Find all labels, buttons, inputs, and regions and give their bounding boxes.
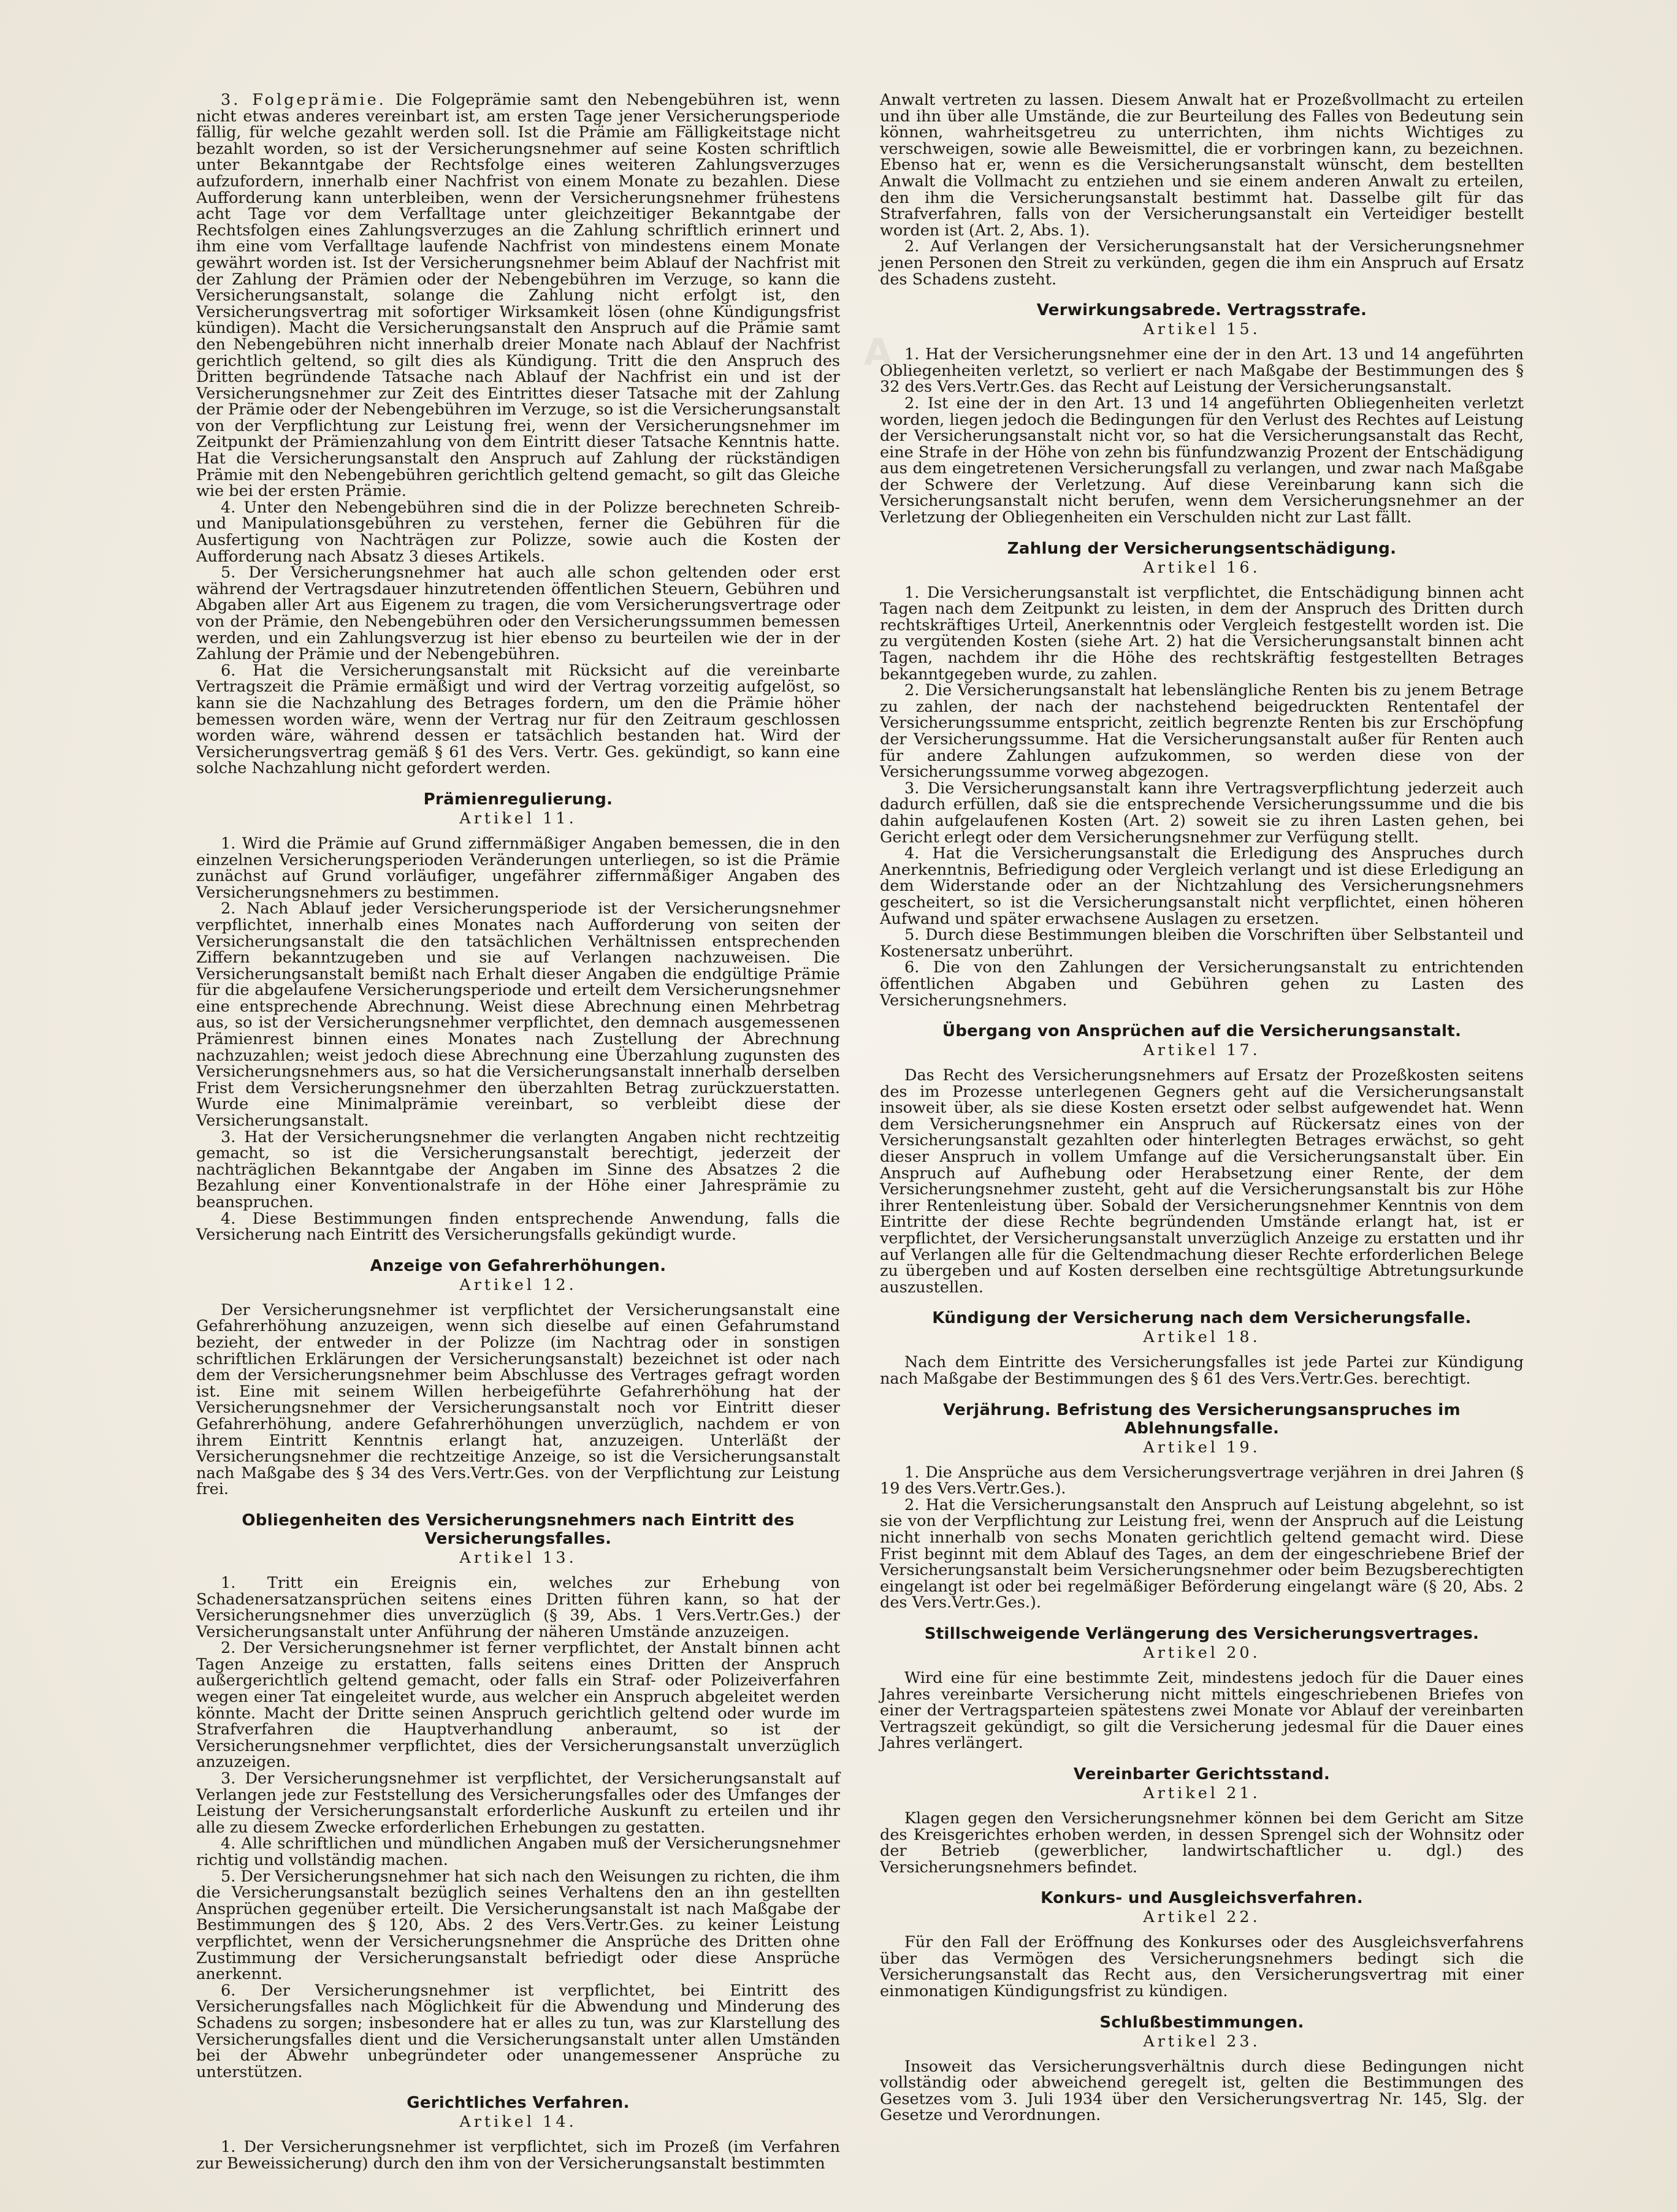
section-title: Konkurs- und Ausgleichsverfahren.: [1041, 1889, 1363, 1908]
paragraph: Für den Fall der Eröffnung des Konkurses oder des Ausgleichsverfahrens über das Vermögen des Versicherungsnehmers bedingt sich die Versicherungsanstalt das Recht aus, den Versicherungsvertrag mit einer einmonatigen Kündigungsfrist zu kündigen.: [880, 1933, 1524, 2001]
paragraph: Der Versicherungsnehmer ist verpflichtet der Versicherungsanstalt eine Gefahrerhöhung anzuzeigen, wenn sich dieselbe auf einen Gefahrumstand bezieht, der entweder in der Polizze (im Nachtrag oder in sonstigen schriftlichen Erklärungen der Versicherungsanstalt) bezeichnet ist oder nach dem der Versicherungsnehmer beim Abschlusse des Vertrages gefragt worden ist. Eine mit seinem Willen herbeigeführte Gefahrerhöhung hat der Versicherungsnehmer der Versicherungsanstalt noch vor Eintritt dieser Gefahrerhöhung, andere Gefahrerhöhungen unverzüglich, nachdem er von ihrem Eintritt Kenntnis erlangt hat, anzuzeigen. Unterläßt der Versicherungsnehmer die rechtzeitige Anzeige, so ist die Versicherungsanstalt nach Maßgabe des § 34 des Vers.Vertr.Ges. von der Verpflichtung zur Leistung frei.: [196, 1300, 840, 1499]
article-title: Artikel 17.: [1143, 1041, 1261, 1060]
paragraph: Insoweit das Versicherungsverhältnis durch diese Bedingungen nicht vollständig oder abweichend geregelt ist, gelten die Bestimmungen des Gesetzes vom 3. Juli 1934 über den Versicherungsvertrag Nr. 145, Slg. der Gesetze und Verordnungen.: [880, 2057, 1524, 2125]
article-title: Artikel 16.: [1143, 558, 1261, 577]
paragraph: 3. Der Versicherungsnehmer ist verpflichtet, der Versicherungsanstalt auf Verlangen jede zur Feststellung des Versicherungsfalles oder des Umfanges der Leistung der Versicherungsanstalt erforderliche Auskunft zu erteilen und ihr alle zu diesem Zwecke erforderlichen Erhebungen zu gestatten.: [196, 1769, 840, 1837]
paragraph: 4. Hat die Versicherungsanstalt die Erledigung des Anspruches durch Anerkenntnis, Befriedigung oder Vergleich verlangt und ist diese Erledigung an dem Widerstande oder an der Nichtzahlung des Versicherungsnehmers gescheitert, so ist die Versicherungsanstalt nicht verpflichtet, einen höheren Aufwand und später erwachsene Auslagen zu ersetzen.: [880, 844, 1524, 928]
section-title: Kündigung der Versicherung nach dem Versicherungsfalle.: [932, 1309, 1472, 1328]
paragraph: 2. Ist eine der in den Art. 13 und 14 angeführten Obliegenheiten verletzt worden, liegen jedoch die Bedingungen für den Verlust des Rechtes auf Leistung der Versicherungsanstalt nicht vor, so hat die Versicherungsanstalt das Recht, eine Strafe in der Höhe von zehn bis fünfundzwanzig Prozent der Entschädigung aus dem eingetretenen Versicherungsfall zu verlangen, und zwar nach Maßgabe der Schwere der Verletzung. Auf diese Vereinbarung kann sich die Versicherungsanstalt nicht berufen, wenn dem Versicherungsnehmer an der Verletzung der Obliegenheiten ein Verschulden nicht zur Last fällt.: [880, 394, 1524, 527]
paragraph: 2. Hat die Versicherungsanstalt den Anspruch auf Leistung abgelehnt, so ist sie von der Verpflichtung zur Leistung frei, wenn der Anspruch auf die Leistung nicht innerhalb von sechs Monaten gerichtlich geltend gemacht wird. Diese Frist beginnt mit dem Ablauf des Tages, an dem der eingeschriebene Brief der Versicherungsanstalt beim Versicherungsnehmer oder beim Bezugsberechtigten eingelangt ist oder bei regelmäßiger Beförderung eingelangt wäre (§ 20, Abs. 2 des Vers.Vertr.Ges.).: [880, 1495, 1524, 1612]
section-title: Stillschweigende Verlängerung des Versicherungsvertrages.: [924, 1624, 1480, 1643]
section-title: Zahlung der Versicherungsentschädigung.: [1007, 539, 1397, 558]
paragraph: 1. Tritt ein Ereignis ein, welches zur Erhebung von Schadenersatzansprüchen seitens eines Dritten führen kann, so hat der Versicherungsnehmer dies unverzüglich (§ 39, Abs. 1 Vers.Vertr.Ges.) der Versicherungsanstalt unter Anführung der näheren Umstände anzuzeigen.: [196, 1573, 840, 1641]
paragraph: 1. Wird die Prämie auf Grund ziffernmäßiger Angaben bemessen, die in den einzelnen Versicherungsperioden Veränderungen unterliegen, so ist die Prämie zunächst auf Grund vorläufiger, ungefährer ziffernmäßiger Angaben des Versicherungsnehmers zu bestimmen.: [196, 834, 840, 902]
paragraph: Nach dem Eintritte des Versicherungsfalles ist jede Partei zur Kündigung nach Maßgabe der Bestimmungen des § 61 des Vers.Vertr.Ges. berechtigt.: [880, 1353, 1524, 1388]
section-title: Prämienregulierung.: [423, 790, 613, 809]
article-title: Artikel 11.: [459, 809, 577, 828]
section-title: Anzeige von Gefahrerhöhungen.: [370, 1256, 667, 1275]
article-title: Artikel 19.: [1143, 1438, 1261, 1457]
paragraph: Das Recht des Versicherungsnehmers auf Ersatz der Prozeßkosten seitens des im Prozesse unterlegenen Gegners geht auf die Versicherungsanstalt insoweit über, als sie diese Kosten ersetzt oder selbst aufgewendet hat. Wenn dem Versicherungsnehmer ein Anspruch auf Rückersatz eines von der Versicherungsanstalt gezahlten oder hinterlegten Betrages erwächst, so geht dieser Anspruch in vollem Umfange auf die Versicherungsanstalt über. Ein Anspruch auf Aufhebung oder Herabsetzung einer Rente, der dem Versicherungsnehmer zusteht, geht auf die Versicherungsanstalt bis zur Höhe ihrer Rentenleistung über. Sobald der Versicherungsnehmer Kenntnis von dem Eintritte der diese Rechte begründenden Umstände erlangt hat, ist er verpflichtet, der Versicherungsanstalt unverzüglich Anzeige zu erstatten und ihr auf Verlangen alle für die Geltendmachung dieser Rechte erforderlichen Belege zu übergeben und auf Kosten derselben eine rechtsgültige Abtretungsurkunde auszustellen.: [880, 1066, 1524, 1297]
paragraph: 2. Der Versicherungsnehmer ist ferner verpflichtet, der Anstalt binnen acht Tagen Anzeige zu erstatten, falls seitens eines Dritten der Anspruch außergerichtlich geltend gemacht, oder falls ein Straf- oder Polizeiverfahren wegen einer Tat eingeleitet wurde, aus welcher ein Anspruch abgeleitet werden könnte. Macht der Dritte seinen Anspruch gerichtlich geltend oder wurde im Strafverfahren die Hauptverhandlung anberaumt, so ist der Versicherungsnehmer verpflichtet, dies der Versicherungsanstalt unverzüglich anzuzeigen.: [196, 1639, 840, 1772]
left-column: [196, 92, 840, 2172]
section-title: Übergang von Ansprüchen auf die Versicherungsanstalt.: [942, 1022, 1462, 1041]
paragraph: Klagen gegen den Versicherungsnehmer können bei dem Gericht am Sitze des Kreisgerichtes erhoben werden, in dessen Sprengel sich der Wohnsitz oder der Betrieb (gewerblicher, landwirtschaftlicher u. dgl.) des Versicherungsnehmers befindet.: [880, 1809, 1524, 1877]
paragraph: 5. Der Versicherungsnehmer hat auch alle schon geltenden oder erst während der Vertragsdauer hinzutretenden öffentlichen Steuern, Gebühren und Abgaben aller Art aus Eigenem zu tragen, die vom Versicherungsvertrage oder von der Prämie, den Nebengebühren oder den Versicherungssummen bemessen werden, und ein Zahlungsverzug ist hier ebenso zu beurteilen wie der in der Zahlung der Prämie und der Nebengebühren.: [196, 563, 840, 664]
paragraph: 5. Durch diese Bestimmungen bleiben die Vorschriften über Selbstanteil und Kostenersatz unberührt.: [880, 926, 1524, 961]
paragraph: 4. Alle schriftlichen und mündlichen Angaben muß der Versicherungsnehmer richtig und vollständig machen.: [196, 1834, 840, 1869]
article-title: Artikel 22.: [1143, 1908, 1261, 1927]
paragraph: 4. Unter den Nebengebühren sind die in der Polizze berechneten Schreib- und Manipulationsgebühren zu verstehen, ferner die Gebühren für die Ausfertigung von Nachträgen zur Polizze, sowie auch die Kosten der Aufforderung nach Absatz 3 dieses Artikels.: [196, 498, 840, 566]
paragraph: 2. Die Versicherungsanstalt hat lebenslängliche Renten bis zu jenem Betrage zu zahlen, der nach der nachstehend beigedruckten Rententafel der Versicherungssumme entspricht, zeitlich begrenzte Renten bis zur Erschöpfung der Versicherungssumme. Hat die Versicherungsanstalt außer für Renten auch für andere Zahlungen aufzukommen, so werden diese von der Versicherungssumme vorweg abgezogen.: [880, 681, 1524, 782]
paragraph: 1. Der Versicherungsnehmer ist verpflichtet, sich im Prozeß (im Verfahren zur Beweissicherung) durch den ihm von der Versicherungsanstalt bestimmten: [196, 2138, 840, 2173]
section-title: Gerichtliches Verfahren.: [407, 2094, 630, 2113]
section-title: Schlußbestimmungen.: [1099, 2013, 1304, 2032]
show-through-print: A: [862, 331, 892, 374]
article-title: Artikel 18.: [1143, 1328, 1261, 1347]
paragraph: 2. Auf Verlangen der Versicherungsanstalt hat der Versicherungsnehmer jenen Personen den Streit zu verkünden, gegen die ihm ein Anspruch auf Ersatz des Schadens zusteht.: [880, 237, 1524, 289]
section-title: Vereinbarter Gerichtsstand.: [1073, 1764, 1331, 1783]
paragraph: 5. Der Versicherungsnehmer hat sich nach den Weisungen zu richten, die ihm die Versicherungsanstalt bezüglich seines Verhaltens den an ihn gestellten Ansprüchen gegenüber erteilt. Die Versicherungsanstalt ist nach Maßgabe der Bestimmungen des § 120, Abs. 2 des Vers.Vertr.Ges. zu keiner Leistung verpflichtet, wenn der Versicherungsnehmer die Ansprüche des Dritten ohne Zustimmung der Versicherungsanstalt befriedigt oder diese Ansprüche anerkennt.: [196, 1867, 840, 1984]
paragraph: 1. Die Ansprüche aus dem Versicherungsvertrage verjähren in drei Jahren (§ 19 des Vers.Vertr.Ges.).: [880, 1463, 1524, 1498]
section-title: Obliegenheiten des Versicherungsnehmers nach Eintritt des Versicherungsfalles.: [242, 1511, 795, 1548]
paragraph: Wird eine für eine bestimmte Zeit, mindestens jedoch für die Dauer eines Jahres vereinbarte Versicherung nicht mittels eingeschriebenen Briefes von einer der Vertragsparteien spätestens zwei Monate vor Ablauf der vereinbarten Vertragszeit gekündigt, so gilt die Versicherung jedesmal für die Dauer eines Jahres verlängert.: [880, 1668, 1524, 1753]
article-title: Artikel 15.: [1143, 320, 1261, 339]
paragraph-continued: Anwalt vertreten zu lassen. Diesem Anwalt hat er Prozeßvollmacht zu erteilen und ihn über alle Umstände, die zur Beurteilung des Falles von Bedeutung sein können, wahrheitsgetreu zu unterrichten, ihm nichts Wichtiges zu verschweigen, sowie alle Beweismittel, die er vorbringen kann, zu bezeichnen. Ebenso hat er, wenn es die Versicherungsanstalt wünscht, dem bestellten Anwalt die Vollmacht zu entziehen und sie einem anderen Anwalt zu erteilen, den ihm die Versicherungsanstalt bestimmt hat. Dasselbe gilt für das Strafverfahren, falls von der Versicherungsanstalt ein Verteidiger bestellt worden ist (Art. 2, Abs. 1).: [880, 91, 1524, 240]
article-title: Artikel 23.: [1143, 2032, 1261, 2051]
paragraph: 1. Die Versicherungsanstalt ist verpflichtet, die Entschädigung binnen acht Tagen nach dem Zeitpunkt zu leisten, in dem der Anspruch des Dritten durch rechtskräftiges Urteil, Anerkenntnis oder Vergleich festgestellt worden ist. Die zu vergütenden Kosten (siehe Art. 2) hat die Versicherungsanstalt binnen acht Tagen, nachdem ihr die Höhe des rechtskräftig festgestellten Betrages bekanntgegeben wurde, zu zahlen.: [880, 583, 1524, 684]
article-title: Artikel 20.: [1143, 1643, 1261, 1662]
section-title: Verjährung. Befristung des Versicherungsanspruches im Ablehnungsfalle.: [943, 1400, 1461, 1438]
article-title: Artikel 21.: [1143, 1783, 1261, 1802]
paragraph-text: Die Folgeprämie samt den Nebengebühren ist, wenn nicht etwas anderes vereinbart ist, am ersten Tage jener Versicherungsperiode fällig, für welche gezahlt werden soll. Ist die Prämie am Fälligkeitstage nicht bezahlt worden, so ist der Versicherungsnehmer auf seine Kosten schriftlich unter Bekanntgabe der Rechtsfolge eines weiteren Zahlungsverzuges aufzufordern, innerhalb einer Nachfrist von einem Monate zu bezahlen. Diese Aufforderung kann unterbleiben, wenn der Versicherungsnehmer frühestens acht Tage vor dem Verfalltage unter gleichzeitiger Bekanntgabe der Rechtsfolgen eines Zahlungsverzuges an die Zahlung schriftlich erinnert und ihm eine vom Verfalltage laufende Nachfrist von mindestens einem Monate gewährt worden ist. Ist der Versicherungsnehmer beim Ablauf der Nachfrist mit der Zahlung der Prämien oder der Nebengebühren im Verzuge, so kann die Versicherungsanstalt, solange die Zahlung nicht erfolgt ist, den Versicherungsvertrag mit sofortiger Wirksamkeit lösen (ohne Kündigungsfrist kündigen). Macht die Versicherungsanstalt den Anspruch auf die Prämie samt den Nebengebühren nicht innerhalb dreier Monate nach Ablauf der Nachfrist gerichtlich geltend, so gilt dies als Kündigung. Tritt die den Anspruch des Dritten begründende Tatsache nach Ablauf der Nachfrist ein und ist der Versicherungsnehmer zur Zeit des Eintrittes dieser Tatsache mit der Zahlung der Prämie oder der Nebengebühren im Verzuge, so ist die Versicherungsanstalt von der Verpflichtung zur Leistung frei, wenn der Versicherungsnehmer im Zeitpunkt der Prämienzahlung von dem Eintritt dieser Tatsache Kenntnis hatte. Hat die Versicherungsanstalt den Anspruch auf Zahlung der rückständigen Prämie mit den Nebengebühren gerichtlich geltend gemacht, so gilt das Gleiche wie bei der ersten Prämie.: [196, 91, 840, 501]
paragraph: 4. Diese Bestimmungen finden entsprechende Anwendung, falls die Versicherung nach Eintritt des Versicherungsfalls gekündigt wurde.: [196, 1209, 840, 1245]
right-column: [880, 92, 1524, 2124]
paragraph: 6. Der Versicherungsnehmer ist verpflichtet, bei Eintritt des Versicherungsfalles nach Möglichkeit für die Abwendung und Minderung des Schadens zu sorgen; insbesondere hat er alles zu tun, was zur Klarstellung des Versicherungsfalles dient und die Versicherungsanstalt unter allen Umständen bei der Abwehr unbegründeter oder unangemessener Ansprüche zu unterstützen.: [196, 1981, 840, 2081]
paragraph-lead: 3. Folgeprämie.: [221, 91, 386, 109]
article-title: Artikel 13.: [459, 1548, 577, 1567]
section-title: Verwirkungsabrede. Vertragsstrafe.: [1036, 301, 1367, 320]
paragraph: 3. Hat der Versicherungsnehmer die verlangten Angaben nicht rechtzeitig gemacht, so ist die Versicherungsanstalt berechtigt, jederzeit der nachträglichen Bekanntgabe der Angaben im Sinne des Absatzes 2 die Bezahlung einer Konventionalstrafe in der Höhe einer Jahresprämie zu beanspruchen.: [196, 1127, 840, 1211]
paragraph: 6. Hat die Versicherungsanstalt mit Rücksicht auf die vereinbarte Vertragszeit die Prämie ermäßigt und wird der Vertrag vorzeitig aufgelöst, so kann sie die Nachzahlung des Betrages fordern, um den die Prämie höher bemessen worden wäre, wenn der Vertrag nur für den Zeitraum geschlossen worden wäre, während dessen er tatsächlich bestanden hat. Wird der Versicherungsvertrag gemäß § 61 des Vers. Vertr. Ges. gekündigt, so kann eine solche Nachzahlung nicht gefordert werden.: [196, 661, 840, 778]
paragraph: 3. Die Versicherungsanstalt kann ihre Vertragsverpflichtung jederzeit auch dadurch erfüllen, daß sie die entsprechende Versicherungssumme und die bis dahin aufgelaufenen Kosten (Art. 2) soweit sie zu ihren Lasten gehen, bei Gericht erlegt oder dem Versicherungsnehmer zur Verfügung stellt.: [880, 779, 1524, 847]
article-title: Artikel 12.: [459, 1275, 577, 1294]
paragraph: 1. Hat der Versicherungsnehmer eine der in den Art. 13 und 14 angeführten Obliegenheiten verletzt, so verliert er nach Maßgabe der Bestimmungen des § 32 des Vers.Vertr.Ges. das Recht auf Leistung der Versicherungsanstalt.: [880, 345, 1524, 397]
paragraph: [196, 92, 840, 500]
article-title: Artikel 14.: [459, 2113, 577, 2132]
paragraph: 6. Die von den Zahlungen der Versicherungsanstalt zu entrichtenden öffentlichen Abgaben und Gebühren gehen zu Lasten des Versicherungsnehmers.: [880, 958, 1524, 1010]
paragraph: 2. Nach Ablauf jeder Versicherungsperiode ist der Versicherungsnehmer verpflichtet, innerhalb eines Monates nach Aufforderung von seiten der Versicherungsanstalt die den tatsächlichen Verhältnissen entsprechenden Ziffern bekanntzugeben und sie auf Verlangen nachzuweisen. Die Versicherungsanstalt bemißt nach Erhalt dieser Angaben die endgültige Prämie für die abgelaufene Versicherungsperiode und erteilt dem Versicherungsnehmer eine entsprechende Abrechnung. Weist diese Abrechnung einen Mehrbetrag aus, so ist der Versicherungsnehmer verpflichtet, den demnach ausgemessenen Prämienrest binnen eines Monates nach Zustellung der Abrechnung nachzuzahlen; weist jedoch diese Abrechnung eine Überzahlung zugunsten des Versicherungsnehmers aus, so hat die Versicherungsanstalt innerhalb derselben Frist dem Versicherungsnehmer den überzahlten Betrag zurückzuerstatten. Wurde eine Minimalprämie vereinbart, so verbleibt diese der Versicherungsanstalt.: [196, 899, 840, 1131]
